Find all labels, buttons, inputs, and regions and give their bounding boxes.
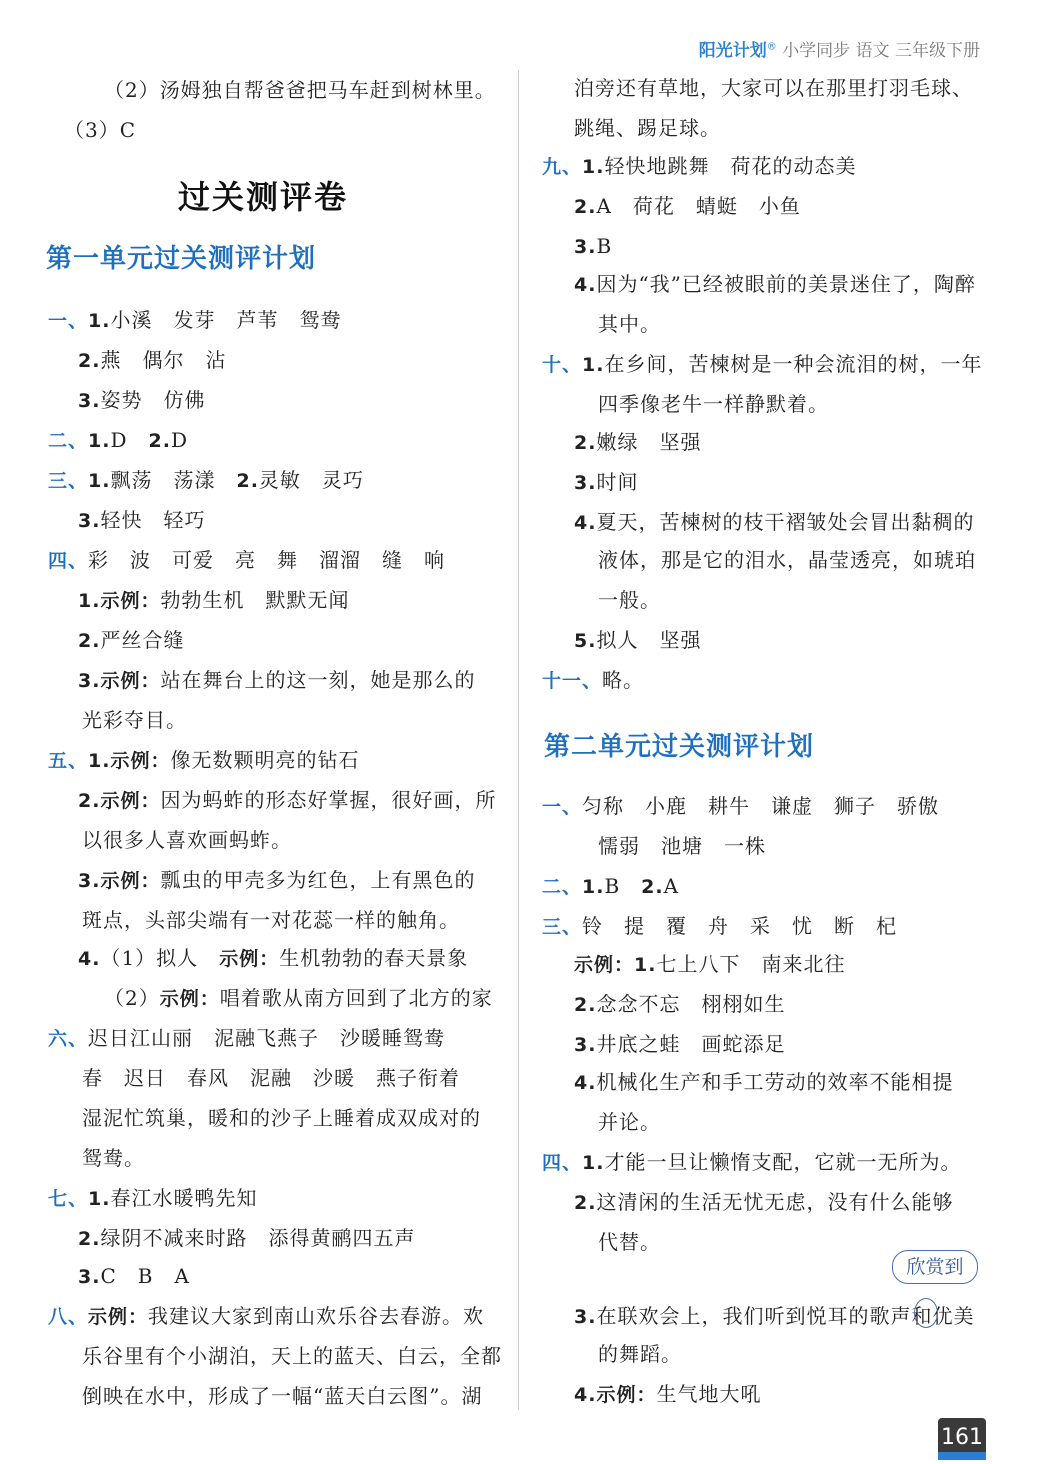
unit-section-title: 第一单元过关测评计划 <box>46 244 317 274</box>
answer-line <box>574 990 785 1019</box>
answer-line <box>542 792 939 821</box>
answer-line <box>542 666 644 695</box>
answer-text: 严丝合缝 <box>100 628 185 652</box>
answer-line <box>598 586 661 614</box>
section-number: 十一、 <box>542 670 603 692</box>
answer-text: 跳绳、踢足球。 <box>574 116 721 140</box>
section-number: 三、 <box>48 470 89 492</box>
answer-line <box>574 428 701 457</box>
answer-line <box>48 1024 445 1053</box>
answer-line <box>78 346 226 375</box>
answer-line <box>574 626 701 655</box>
answer-text: 生机勃勃的春天景象 <box>279 946 469 970</box>
answer-line <box>48 306 341 335</box>
answer-text: B <box>596 234 613 258</box>
item-number: 4. <box>574 274 597 296</box>
item-number: 2. <box>78 630 101 652</box>
answer-line <box>542 350 982 379</box>
answer-text: （2）汤姆独自帮爸爸把马车赶到树林里。 <box>104 78 496 102</box>
item-number: 3.示例： <box>78 670 161 692</box>
answer-text: 小溪 发芽 芦苇 鸳鸯 <box>110 308 342 332</box>
answer-text: （3）C <box>64 118 137 142</box>
answer-line <box>542 152 856 181</box>
answer-line <box>64 116 136 144</box>
answer-text: 乐谷里有个小湖泊，天上的蓝天、白云，全都 <box>82 1344 502 1368</box>
item-number: 示例： <box>159 988 220 1010</box>
answer-line <box>598 390 829 418</box>
section-number: 四、 <box>48 550 89 572</box>
item-number: 1. <box>88 470 111 492</box>
section-number: 四、 <box>542 1152 583 1174</box>
brand-name: 阳光计划 <box>698 41 767 61</box>
answer-line <box>574 1380 761 1409</box>
item-number: 5. <box>574 630 597 652</box>
answer-line <box>82 1382 482 1410</box>
item-number: 示例：1. <box>574 954 657 976</box>
answer-text: 一般。 <box>598 588 661 612</box>
answer-text: 迟日江山丽 泥融飞燕子 沙暖睡鸳鸯 <box>88 1026 446 1050</box>
answer-text: 拟人 坚强 <box>596 628 702 652</box>
answer-text: 春 迟日 春风 泥融 沙暖 燕子衔着 <box>82 1066 460 1090</box>
answer-text: 懦弱 池塘 一株 <box>598 834 766 858</box>
answer-text: D <box>170 428 189 452</box>
section-number: 七、 <box>48 1188 89 1210</box>
item-number: 示例： <box>219 948 280 970</box>
handwritten-annotation: 欣赏到 <box>892 1250 978 1284</box>
answer-text: 瓢虫的甲壳多为红色，上有黑色的 <box>160 868 476 892</box>
section-number: 五、 <box>48 750 89 772</box>
section-number: 十、 <box>542 354 583 376</box>
item-number: 1. <box>88 430 111 452</box>
answer-text: （1）拟人 <box>100 946 220 970</box>
answer-text: 嫩绿 坚强 <box>596 430 702 454</box>
answer-text: 春江水暖鸭先知 <box>110 1186 258 1210</box>
answer-text: 唱着歌从南方回到了北方的家 <box>219 986 493 1010</box>
answer-line <box>82 1144 145 1172</box>
answer-line <box>48 426 188 455</box>
answer-line <box>48 746 359 775</box>
answer-text: 机械化生产和手工劳动的效率不能相提 <box>596 1070 954 1094</box>
answer-text: 铃 提 覆 舟 采 忧 断 杞 <box>582 914 898 938</box>
section-number: 三、 <box>542 916 583 938</box>
answer-text: 绿阴不减来时路 添得黄鹂四五声 <box>100 1226 416 1250</box>
item-number: 4. <box>574 512 597 534</box>
item-number: 3. <box>574 236 597 258</box>
answer-text: 泊旁还有草地，大家可以在那里打羽毛球、 <box>574 76 973 100</box>
answer-line <box>598 546 976 574</box>
answer-line <box>78 586 349 615</box>
item-number: 1.示例： <box>78 590 161 612</box>
item-number: 4. <box>78 948 101 970</box>
answer-text: 液体，那是它的泪水，晶莹透亮，如琥珀 <box>598 548 976 572</box>
answer-text: 四季像老牛一样静默着。 <box>598 392 829 416</box>
section-number: 九、 <box>542 156 583 178</box>
answer-text: 夏天，苦楝树的枝干褶皱处会冒出黏稠的 <box>596 510 975 534</box>
answer-line <box>78 506 205 535</box>
item-number: 3.示例： <box>78 870 161 892</box>
section-number: 一、 <box>542 796 583 818</box>
answer-line <box>574 1030 785 1059</box>
answer-text: 在乡间，苦楝树是一种会流泪的树，一年 <box>604 352 983 376</box>
answer-line <box>598 1340 682 1368</box>
item-number: 3. <box>574 472 597 494</box>
answer-line <box>82 1104 481 1132</box>
answer-text: 时间 <box>596 470 639 494</box>
answer-line <box>574 508 974 537</box>
section-number: 二、 <box>542 876 583 898</box>
item-number: 2. <box>574 1192 597 1214</box>
answer-text: 念念不忘 栩栩如生 <box>596 992 786 1016</box>
item-number: 2. <box>574 432 597 454</box>
page-number-accent <box>938 1452 986 1460</box>
answer-line <box>78 944 468 973</box>
item-number: 3. <box>574 1034 597 1056</box>
answer-text: 才能一旦让懒惰支配，它就一无所为。 <box>604 1150 962 1174</box>
answer-line <box>598 832 766 860</box>
item-number: 1. <box>582 876 605 898</box>
item-number: 1. <box>88 310 111 332</box>
item-number: 3. <box>78 1266 101 1288</box>
answer-text: 并论。 <box>598 1110 661 1134</box>
answer-line <box>82 706 187 734</box>
answer-line <box>542 872 679 901</box>
answer-line <box>574 468 638 497</box>
answer-text: A <box>663 874 680 898</box>
section-number: 一、 <box>48 310 89 332</box>
item-number: 2. <box>641 876 664 898</box>
answer-text: 井底之蛙 画蛇添足 <box>596 1032 786 1056</box>
item-number: 1. <box>582 156 605 178</box>
item-number: 1.示例： <box>88 750 171 772</box>
item-number: 2.示例： <box>78 790 161 812</box>
answer-line <box>574 232 612 261</box>
item-number: 2. <box>78 1228 101 1250</box>
answer-text: 燕 偶尔 沾 <box>100 348 227 372</box>
answer-line <box>48 1302 484 1331</box>
answer-line <box>82 826 292 854</box>
answer-text: 的舞蹈。 <box>598 1342 682 1366</box>
answer-line <box>574 74 973 102</box>
item-number: 示例： <box>88 1306 149 1328</box>
item-number: 3. <box>574 1306 597 1328</box>
answer-line <box>78 866 475 895</box>
answer-text: 湿泥忙筑巢，暖和的沙子上睡着成双成对的 <box>82 1106 481 1130</box>
answer-line <box>104 76 496 104</box>
answer-line <box>78 666 475 695</box>
answer-line <box>78 786 496 815</box>
page-header <box>699 36 980 61</box>
item-number: 1. <box>582 1152 605 1174</box>
item-number: 2. <box>574 196 597 218</box>
answer-line <box>542 1148 961 1177</box>
answer-line <box>598 1108 661 1136</box>
answer-text: 勃勃生机 默默无闻 <box>160 588 350 612</box>
answer-text: 生气地大吼 <box>656 1382 762 1406</box>
item-number: 4.示例： <box>574 1384 657 1406</box>
answer-line <box>574 1068 953 1097</box>
answer-line <box>82 1064 460 1092</box>
answer-text: D <box>110 428 149 452</box>
answer-line <box>78 386 205 415</box>
answer-line <box>574 114 721 142</box>
answer-text: 彩 波 可爱 亮 舞 溜溜 缝 响 <box>88 548 446 572</box>
item-number: 2. <box>574 994 597 1016</box>
item-number: 2. <box>236 470 259 492</box>
answer-text: 轻快地跳舞 荷花的动态美 <box>604 154 857 178</box>
answer-text: 七上八下 南来北往 <box>656 952 846 976</box>
answer-line <box>598 310 661 338</box>
answer-text: 光彩夺目。 <box>82 708 187 732</box>
answer-text: 鸳鸯。 <box>82 1146 145 1170</box>
item-number: 2. <box>78 350 101 372</box>
answer-text: 灵敏 灵巧 <box>258 468 364 492</box>
column-divider <box>518 70 519 1410</box>
item-number: 2. <box>148 430 171 452</box>
answer-line <box>574 192 801 221</box>
answer-text: 这清闲的生活无忧无虑，没有什么能够 <box>596 1190 954 1214</box>
answer-text: 代替。 <box>598 1230 661 1254</box>
answer-text: 站在舞台上的这一刻，她是那么的 <box>160 668 476 692</box>
item-number: 1. <box>582 354 605 376</box>
handwritten-circle-mark <box>914 1298 938 1328</box>
answer-line <box>48 546 445 575</box>
answer-text: 以很多人喜欢画蚂蚱。 <box>82 828 292 852</box>
answer-text: 因为蚂蚱的形态好掌握，很好画，所 <box>160 788 497 812</box>
answer-text: 轻快 轻巧 <box>100 508 206 532</box>
answer-text: 像无数颗明亮的钻石 <box>170 748 360 772</box>
section-number: 六、 <box>48 1028 89 1050</box>
answer-line <box>574 1188 953 1217</box>
answer-line <box>78 1224 415 1253</box>
exam-title: 过关测评卷 <box>178 178 349 216</box>
answer-text: 匀称 小鹿 耕牛 谦虚 狮子 骄傲 <box>582 794 940 818</box>
answer-line <box>78 626 184 655</box>
answer-text: 略。 <box>602 668 645 692</box>
item-number: 3. <box>78 510 101 532</box>
unit-section-title: 第二单元过关测评计划 <box>544 732 815 762</box>
item-number: 4. <box>574 1072 597 1094</box>
answer-text: （2） <box>104 986 160 1010</box>
answer-line <box>82 1342 502 1370</box>
item-number: 1. <box>88 1188 111 1210</box>
answer-text: B <box>604 874 642 898</box>
answer-line <box>574 950 845 979</box>
answer-line <box>78 1262 190 1291</box>
answer-text: A 荷花 蜻蜓 小鱼 <box>596 194 801 218</box>
section-number: 二、 <box>48 430 89 452</box>
answer-text: 飘荡 荡漾 <box>110 468 237 492</box>
answer-text: C B A <box>100 1264 190 1288</box>
answer-text: 其中。 <box>598 312 661 336</box>
answer-line <box>574 270 976 299</box>
answer-line <box>48 466 364 495</box>
answer-line <box>48 1184 257 1213</box>
section-number: 八、 <box>48 1306 89 1328</box>
answer-text: 因为“我”已经被眼前的美景迷住了，陶醉 <box>596 272 976 296</box>
answer-line <box>82 906 460 934</box>
book-subtitle: 小学同步 语文 三年级下册 <box>782 41 980 61</box>
item-number: 3. <box>78 390 101 412</box>
answer-text: 姿势 仿佛 <box>100 388 206 412</box>
answer-text: 斑点，头部尖端有一对花蕊一样的触角。 <box>82 908 460 932</box>
answer-text: 倒映在水中，形成了一幅“蓝天白云图”。湖 <box>82 1384 483 1408</box>
registered-mark: ® <box>766 41 777 53</box>
answer-text: 我建议大家到南山欢乐谷去春游。欢 <box>148 1304 485 1328</box>
page-number: 161 <box>938 1418 986 1458</box>
answer-line <box>598 1228 661 1256</box>
answer-line <box>104 984 493 1013</box>
answer-text: 在联欢会上，我们听到悦耳的歌声和优美 <box>596 1304 975 1328</box>
answer-line <box>542 912 897 941</box>
